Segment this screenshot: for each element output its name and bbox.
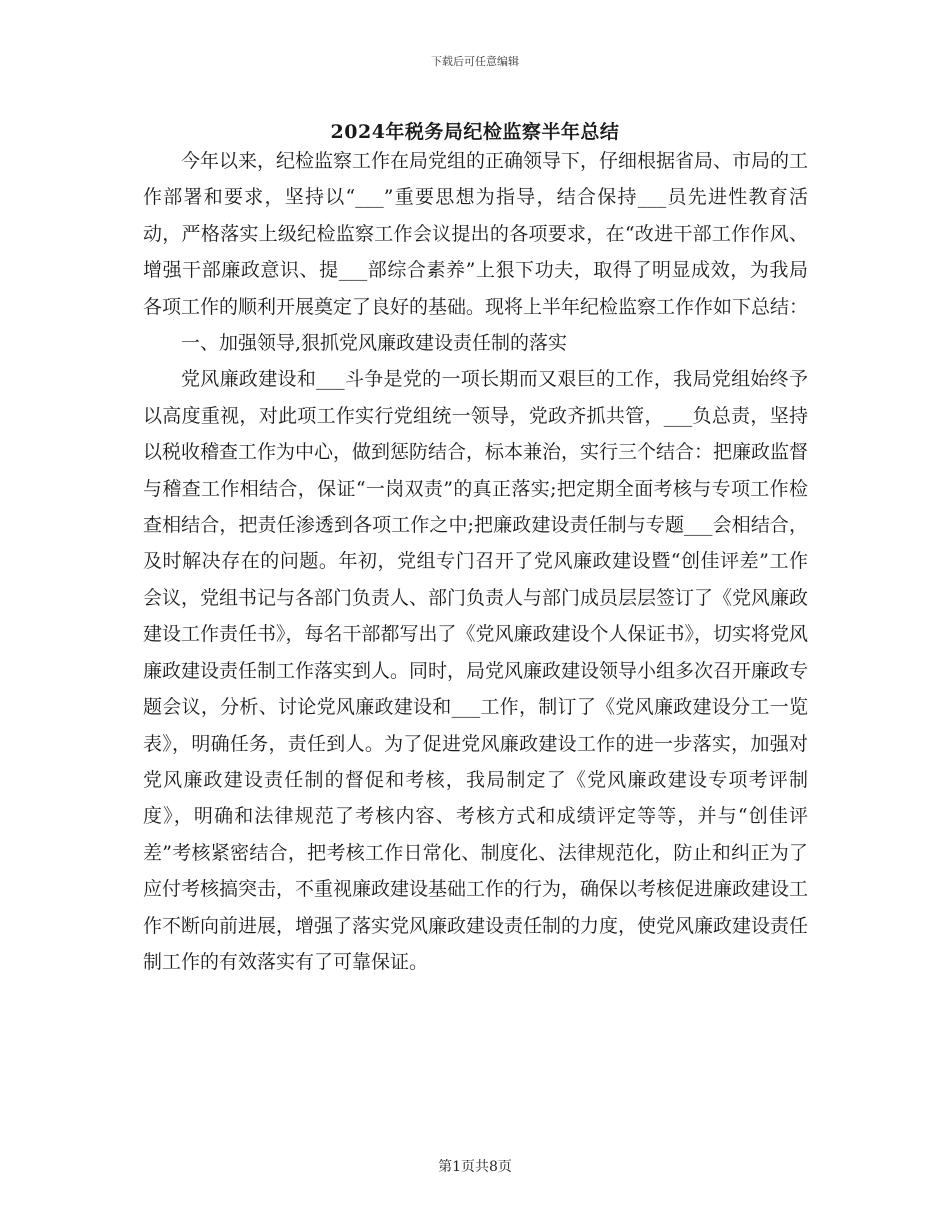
section-heading-1: 一、加强领导,狠抓党风廉政建设责任制的落实 <box>181 332 568 355</box>
page-header-note: 下载后可任意编辑 <box>431 55 519 68</box>
document-body <box>143 143 808 980</box>
paragraph-intro: 今年以来，纪检监察工作在局党组的正确领导下，仔细根据省局、市局的工作部署和要求，坚持以“___”重要思想为指导，结合保持___员先进性教育活动，严格落实上级纪检监察工作会议提出的各项要求，在“改进干部工作作风、增强干部廉政意识、提___部综合素养”上狠下功夫，取得了明显成效，为我局各项工作的顺利开展奠定了良好的基础。现将上半年纪检监察工作作如下总结： <box>143 150 809 318</box>
paragraph-section-1: 党风廉政建设和___斗争是党的一项长期而又艰巨的工作，我局党组始终予以高度重视，对此项工作实行党组统一领导，党政齐抓共管，___负总责，坚持以税收稽查工作为中心，做到惩防结合，标本兼治，实行三个结合：把廉政监督与稽查工作相结合，保证“一岗双责”的真正落实;把定期全面考核与专项工作检查相结合，把责任渗透到各项工作之中;把廉政建设责任制与专题___会相结合，及时解决存在的问题。年初，党组专门召开了党风廉政建设暨“创佳评差”工作会议，党组书记与各部门负责人、部门负责人与部门成员层层签订了《党风廉政建设工作责任书》，每名干部都写出了《党风廉政建设个人保证书》，切实将党风廉政建设责任制工作落实到人。同时，局党风廉政建设领导小组多次召开廉政专题会议，分析、讨论党风廉政建设和___工作，制订了《党风廉政建设分工一览表》，明确任务，责任到人。为了促进党风廉政建设工作的进一步落实，加强对党风廉政建设责任制的督促和考核，我局制定了《党风廉政建设专项考评制度》，明确和法律规范了考核内容、考核方式和成绩评定等等，并与“创佳评差”考核紧密结合，把考核工作日常化、制度化、法律规范化，防止和纠正为了应付考核搞突击，不重视廉政建设基础工作的行为，确保以考核促进廉政建设工作不断向前进展，增强了落实党风廉政建设责任制的力度，使党风廉政建设责任制工作的有效落实有了可靠保证。 <box>143 368 809 973</box>
page-number: 第1页共8页 <box>438 1159 512 1175</box>
document-title: 2024年税务局纪检监察半年总结 <box>330 121 620 143</box>
